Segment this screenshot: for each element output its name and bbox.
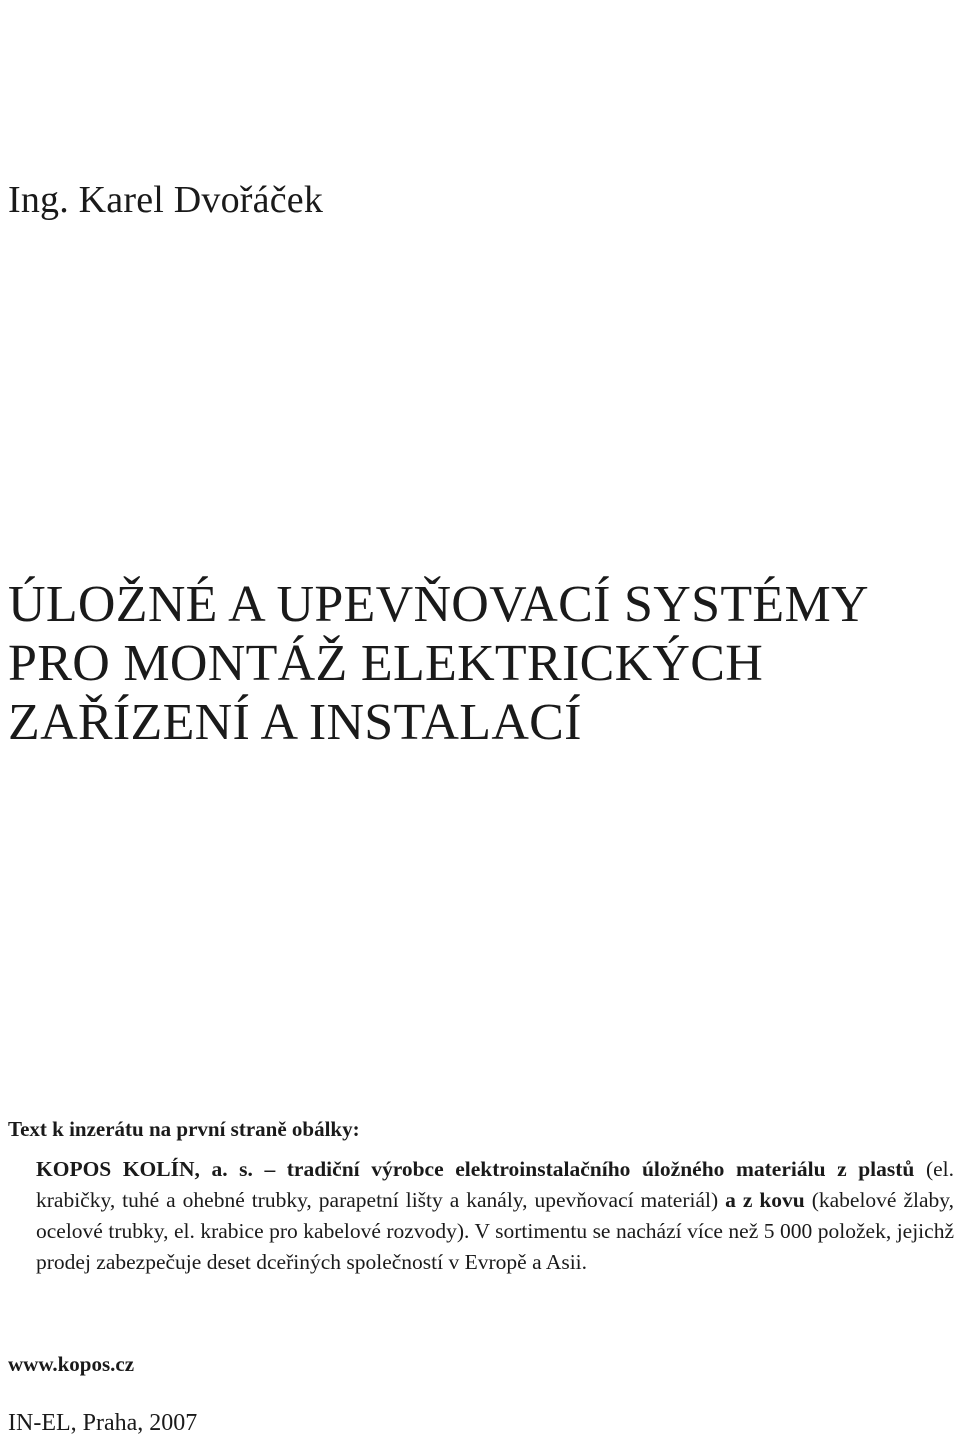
title-line-3: ZAŘÍZENÍ A INSTALACÍ bbox=[8, 694, 582, 751]
publisher-imprint: IN-EL, Praha, 2007 bbox=[8, 1410, 198, 1436]
advert-heading: Text k inzerátu na první straně obálky: bbox=[8, 1117, 360, 1141]
company-website-link[interactable]: www.kopos.cz bbox=[8, 1352, 135, 1376]
title-line-2: PRO MONTÁŽ ELEKTRICKÝCH bbox=[8, 635, 764, 692]
advert-company-lead: KOPOS KOLÍN, a. s. – tradiční výrobce elektroinstalačního úložného materiálu z plastů bbox=[36, 1157, 915, 1181]
author-name: Ing. Karel Dvořáček bbox=[8, 179, 324, 221]
advert-plastics-detail: (el. krabičky, tuhé a ohebné trubky, parapetní lišty a kanály, upevňovací materiál) bbox=[36, 1157, 954, 1212]
advert-paragraph bbox=[8, 1154, 954, 1278]
advert-metal-detail: (kabelové žlaby, ocelové trubky, el. krabice pro kabelové rozvody). V sortimentu se nachází více než 5 000 položek, jejichž prodej zabezpečuje deset dceřiných společností v Evropě a Asii. bbox=[36, 1188, 954, 1274]
advert-metal-lead: a z kovu bbox=[725, 1188, 805, 1212]
title-line-1: ÚLOŽNÉ A UPEVŇOVACÍ SYSTÉMY bbox=[8, 576, 869, 633]
advert-body bbox=[8, 1154, 954, 1278]
book-title bbox=[8, 575, 869, 752]
